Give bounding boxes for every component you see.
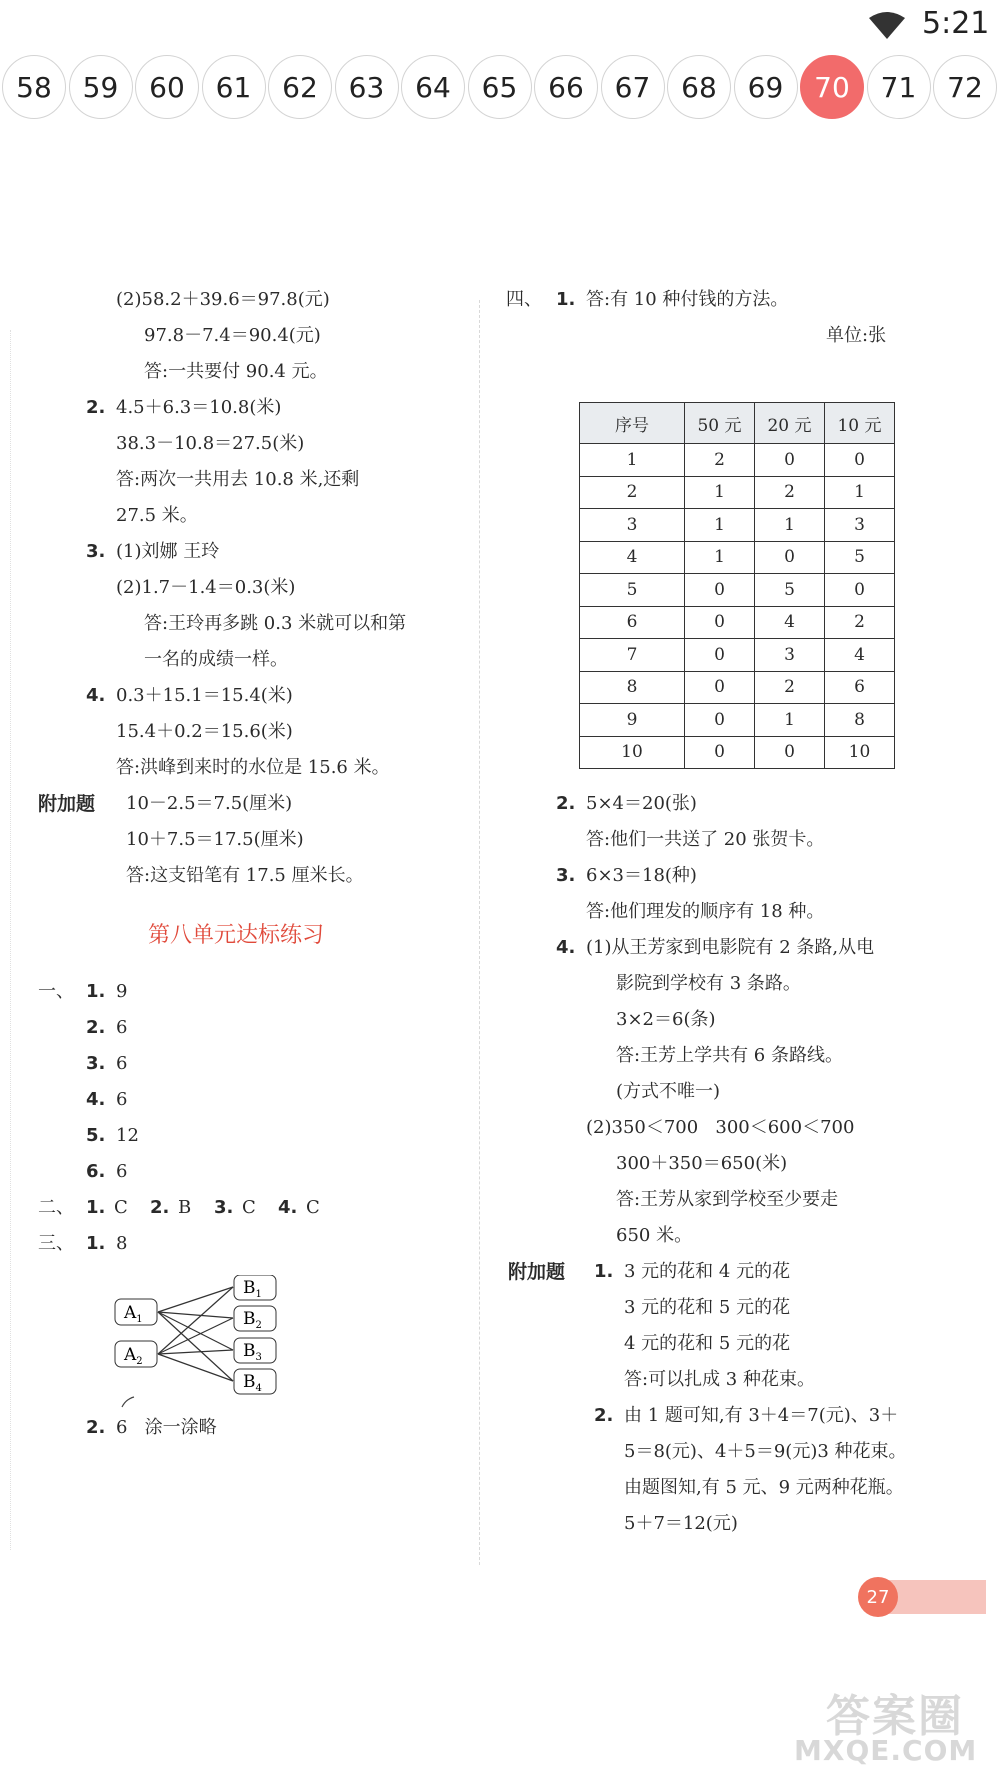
s1-item-answer: 6 — [116, 1017, 128, 1038]
s1-item-answer: 6 — [116, 1053, 128, 1074]
e2-line-2: 5＝8(元)、4＋5＝9(元)3 种花束。 — [624, 1441, 907, 1462]
r-q3-line-1: 6×3＝18(种) — [586, 865, 697, 886]
r-q4-line-1: (1)从王芳家到电影院有 2 条路,从电 — [586, 937, 875, 958]
table-cell: 0 — [755, 444, 825, 477]
table-row — [580, 476, 895, 509]
table-cell: 2 — [580, 476, 685, 509]
s1-item-answer: 6 — [116, 1089, 128, 1110]
table-cell: 8 — [825, 704, 895, 737]
page-button-64[interactable]: 64 — [401, 55, 465, 119]
node-b2 — [234, 1306, 276, 1331]
table-row — [580, 574, 895, 607]
r-q4-line-8: 答:王芳从家到学校至少要走 — [616, 1189, 839, 1210]
wifi-icon — [868, 12, 906, 40]
table-row — [580, 704, 895, 737]
table-cell: 1 — [685, 509, 755, 542]
svg-text:B1: $B_1$ — [243, 1278, 262, 1300]
connection-lines — [158, 1287, 233, 1381]
table-cell: 4 — [825, 639, 895, 672]
right-extra-label: 附加题 — [508, 1261, 566, 1283]
status-bar — [0, 0, 1000, 52]
unit-note: 单位:张 — [826, 325, 887, 346]
svg-text:A1: $A_1$ — [124, 1303, 143, 1325]
e1-line-4: 答:可以扎成 3 种花束。 — [624, 1369, 815, 1390]
table-cell: 4 — [580, 541, 685, 574]
q4-line-3: 答:洪峰到来时的水位是 15.6 米。 — [116, 757, 390, 778]
table-cell: 7 — [580, 639, 685, 672]
s2-item-number: 1. — [86, 1197, 106, 1218]
s3-q2-answer: 6 涂一涂略 — [116, 1417, 217, 1438]
page-button-71[interactable]: 71 — [867, 55, 931, 119]
page-button-58[interactable]: 58 — [2, 55, 66, 119]
q3-line-3: 答:王玲再多跳 0.3 米就可以和第 — [144, 613, 407, 634]
left-extra-line-3: 答:这支铅笔有 17.5 厘米长。 — [126, 865, 364, 886]
table-cell: 0 — [685, 671, 755, 704]
table-cell: 0 — [685, 704, 755, 737]
section-2-label: 二、 — [38, 1197, 74, 1218]
table-row — [580, 444, 895, 477]
page-button-67[interactable]: 67 — [601, 55, 665, 119]
q4-number: 4. — [86, 685, 106, 706]
table-cell: 1 — [755, 704, 825, 737]
r-q2-line-2: 答:他们一共送了 20 张贺卡。 — [586, 829, 825, 850]
table-cell: 4 — [755, 606, 825, 639]
r-q4-line-2: 影院到学校有 3 条路。 — [616, 973, 801, 994]
node-b1 — [234, 1275, 276, 1300]
q2-line-3: 答:两次一共用去 10.8 米,还剩 — [116, 469, 360, 490]
page-edge-line — [10, 330, 11, 1550]
table-cell: 5 — [755, 574, 825, 607]
table-cell: 0 — [755, 736, 825, 769]
svg-text:B2: $B_2$ — [243, 1309, 262, 1331]
e1-number: 1. — [594, 1261, 614, 1282]
table-cell: 3 — [825, 509, 895, 542]
r-q4-line-3: 3×2＝6(条) — [616, 1009, 716, 1030]
table-cell: 3 — [580, 509, 685, 542]
r-q3-line-2: 答:他们理发的顺序有 18 种。 — [586, 901, 825, 922]
page-number: 27 — [858, 1577, 898, 1617]
page-button-60[interactable]: 60 — [135, 55, 199, 119]
section-3-label: 三、 — [38, 1233, 74, 1254]
node-b4 — [234, 1369, 276, 1394]
pen-mark — [122, 1397, 134, 1407]
table-row — [580, 736, 895, 769]
r-q4-line-6: (2)350＜700 300＜600＜700 — [586, 1117, 855, 1138]
page-button-65[interactable]: 65 — [468, 55, 532, 119]
page-button-72[interactable]: 72 — [933, 55, 997, 119]
q3-number: 3. — [86, 541, 106, 562]
s1-item-answer: 9 — [116, 981, 128, 1002]
page-button-66[interactable]: 66 — [534, 55, 598, 119]
table-cell: 10 — [580, 736, 685, 769]
table-cell: 9 — [580, 704, 685, 737]
table-row — [580, 671, 895, 704]
page-button-63[interactable]: 63 — [335, 55, 399, 119]
e2-number: 2. — [594, 1405, 614, 1426]
table-header-cell: 10 元 — [825, 403, 895, 444]
table-cell: 1 — [825, 476, 895, 509]
left-extra-line-1: 10－2.5＝7.5(厘米) — [126, 793, 293, 814]
r-q1-number: 1. — [556, 289, 576, 310]
node-a2 — [115, 1341, 157, 1367]
left-extra-line-2: 10＋7.5＝17.5(厘米) — [126, 829, 304, 850]
table-cell: 10 — [825, 736, 895, 769]
table-row — [580, 541, 895, 574]
r-q4-line-4: 答:王芳上学共有 6 条路线。 — [616, 1045, 843, 1066]
table-cell: 0 — [825, 574, 895, 607]
table-row — [580, 639, 895, 672]
e2-line-3: 由题图知,有 5 元、9 元两种花瓶。 — [624, 1477, 904, 1498]
q2-line-1: 4.5＋6.3＝10.8(米) — [116, 397, 282, 418]
watermark-title: 答案圈 — [826, 1691, 964, 1742]
matching-diagram — [100, 1275, 300, 1415]
table-cell: 8 — [580, 671, 685, 704]
e2-line-1: 由 1 题可知,有 3＋4＝7(元)、3＋ — [624, 1405, 899, 1426]
table-cell: 2 — [685, 444, 755, 477]
s2-item-answer: C — [114, 1197, 128, 1218]
s1-item-number: 3. — [86, 1053, 106, 1074]
svg-text:B3: $B_3$ — [243, 1341, 262, 1363]
s1-item-number: 6. — [86, 1161, 106, 1182]
s2-item-answer: B — [178, 1197, 192, 1218]
table-cell: 0 — [825, 444, 895, 477]
column-divider — [479, 300, 480, 1565]
r-q4-number: 4. — [556, 937, 576, 958]
table-header-cell: 序号 — [580, 403, 685, 444]
table-cell: 2 — [755, 671, 825, 704]
table-cell: 5 — [580, 574, 685, 607]
payment-table — [579, 402, 895, 769]
s2-item-number: 3. — [214, 1197, 234, 1218]
table-cell: 0 — [685, 736, 755, 769]
s3-q1-answer: 8 — [116, 1233, 128, 1254]
table-cell: 3 — [755, 639, 825, 672]
page-button-68[interactable]: 68 — [667, 55, 731, 119]
s3-q1-number: 1. — [86, 1233, 106, 1254]
left-line-2: 97.8－7.4＝90.4(元) — [144, 325, 321, 346]
page-selector — [0, 55, 1000, 125]
e1-line-2: 3 元的花和 5 元的花 — [624, 1297, 791, 1318]
section-1-label: 一、 — [38, 981, 74, 1002]
table-cell: 1 — [685, 476, 755, 509]
page-button-70[interactable]: 70 — [800, 55, 864, 119]
r-q4-line-7: 300＋350＝650(米) — [616, 1153, 788, 1174]
table-cell: 0 — [685, 606, 755, 639]
s1-item-answer: 12 — [116, 1125, 139, 1146]
s2-item-answer: C — [306, 1197, 320, 1218]
page-number-badge — [858, 1577, 986, 1617]
table-row — [580, 509, 895, 542]
page-button-61[interactable]: 61 — [202, 55, 266, 119]
q4-line-2: 15.4＋0.2＝15.6(米) — [116, 721, 293, 742]
table-cell: 1 — [755, 509, 825, 542]
table-cell: 0 — [685, 574, 755, 607]
r-q3-number: 3. — [556, 865, 576, 886]
table-cell: 0 — [685, 639, 755, 672]
left-extra-label: 附加题 — [38, 793, 96, 815]
q3-line-4: 一名的成绩一样。 — [144, 649, 288, 670]
watermark-url: MXQE.COM — [794, 1734, 978, 1767]
q2-number: 2. — [86, 397, 106, 418]
node-a1 — [115, 1299, 157, 1325]
answer-page — [0, 289, 1000, 1777]
page-button-69[interactable]: 69 — [734, 55, 798, 119]
left-line-3: 答:一共要付 90.4 元。 — [144, 361, 328, 382]
table-cell: 5 — [825, 541, 895, 574]
table-row — [580, 606, 895, 639]
table-cell: 0 — [755, 541, 825, 574]
s2-item-answer: C — [242, 1197, 256, 1218]
s1-item-answer: 6 — [116, 1161, 128, 1182]
s2-item-number: 4. — [278, 1197, 298, 1218]
s1-item-number: 5. — [86, 1125, 106, 1146]
s2-item-number: 2. — [150, 1197, 170, 1218]
table-cell: 6 — [580, 606, 685, 639]
section-4-label: 四、 — [506, 289, 542, 310]
page-button-59[interactable]: 59 — [69, 55, 133, 119]
e1-line-3: 4 元的花和 5 元的花 — [624, 1333, 791, 1354]
r-q1-text: 答:有 10 种付钱的方法。 — [586, 289, 789, 310]
table-header-cell: 50 元 — [685, 403, 755, 444]
s3-q2-number: 2. — [86, 1417, 106, 1438]
q2-line-4: 27.5 米。 — [116, 505, 198, 526]
r-q2-number: 2. — [556, 793, 576, 814]
table-cell: 2 — [825, 606, 895, 639]
payment-table-header — [580, 403, 895, 444]
svg-text:B4: $B_4$ — [243, 1372, 262, 1394]
s1-item-number: 1. — [86, 981, 106, 1002]
q3-line-1: (1)刘娜 王玲 — [116, 541, 220, 562]
e2-line-4: 5＋7＝12(元) — [624, 1513, 738, 1534]
table-cell: 1 — [580, 444, 685, 477]
q4-line-1: 0.3＋15.1＝15.4(米) — [116, 685, 293, 706]
node-b3 — [234, 1338, 276, 1363]
table-cell: 6 — [825, 671, 895, 704]
table-header-cell: 20 元 — [755, 403, 825, 444]
payment-table-body — [580, 444, 895, 769]
e1-line-1: 3 元的花和 4 元的花 — [624, 1261, 791, 1282]
q3-line-2: (2)1.7－1.4＝0.3(米) — [116, 577, 296, 598]
table-cell: 2 — [755, 476, 825, 509]
r-q2-line-1: 5×4＝20(张) — [586, 793, 697, 814]
left-line-1: (2)58.2＋39.6＝97.8(元) — [116, 289, 330, 310]
status-time: 5:21 — [922, 6, 990, 41]
s1-item-number: 2. — [86, 1017, 106, 1038]
page-button-62[interactable]: 62 — [268, 55, 332, 119]
r-q4-line-5: (方式不唯一) — [616, 1081, 721, 1102]
r-q4-line-9: 650 米。 — [616, 1225, 693, 1246]
svg-text:A2: $A_2$ — [124, 1345, 143, 1367]
table-cell: 1 — [685, 541, 755, 574]
s1-item-number: 4. — [86, 1089, 106, 1110]
watermark — [790, 1680, 990, 1770]
unit-heading: 第八单元达标练习 — [148, 923, 325, 948]
q2-line-2: 38.3－10.8＝27.5(米) — [116, 433, 305, 454]
